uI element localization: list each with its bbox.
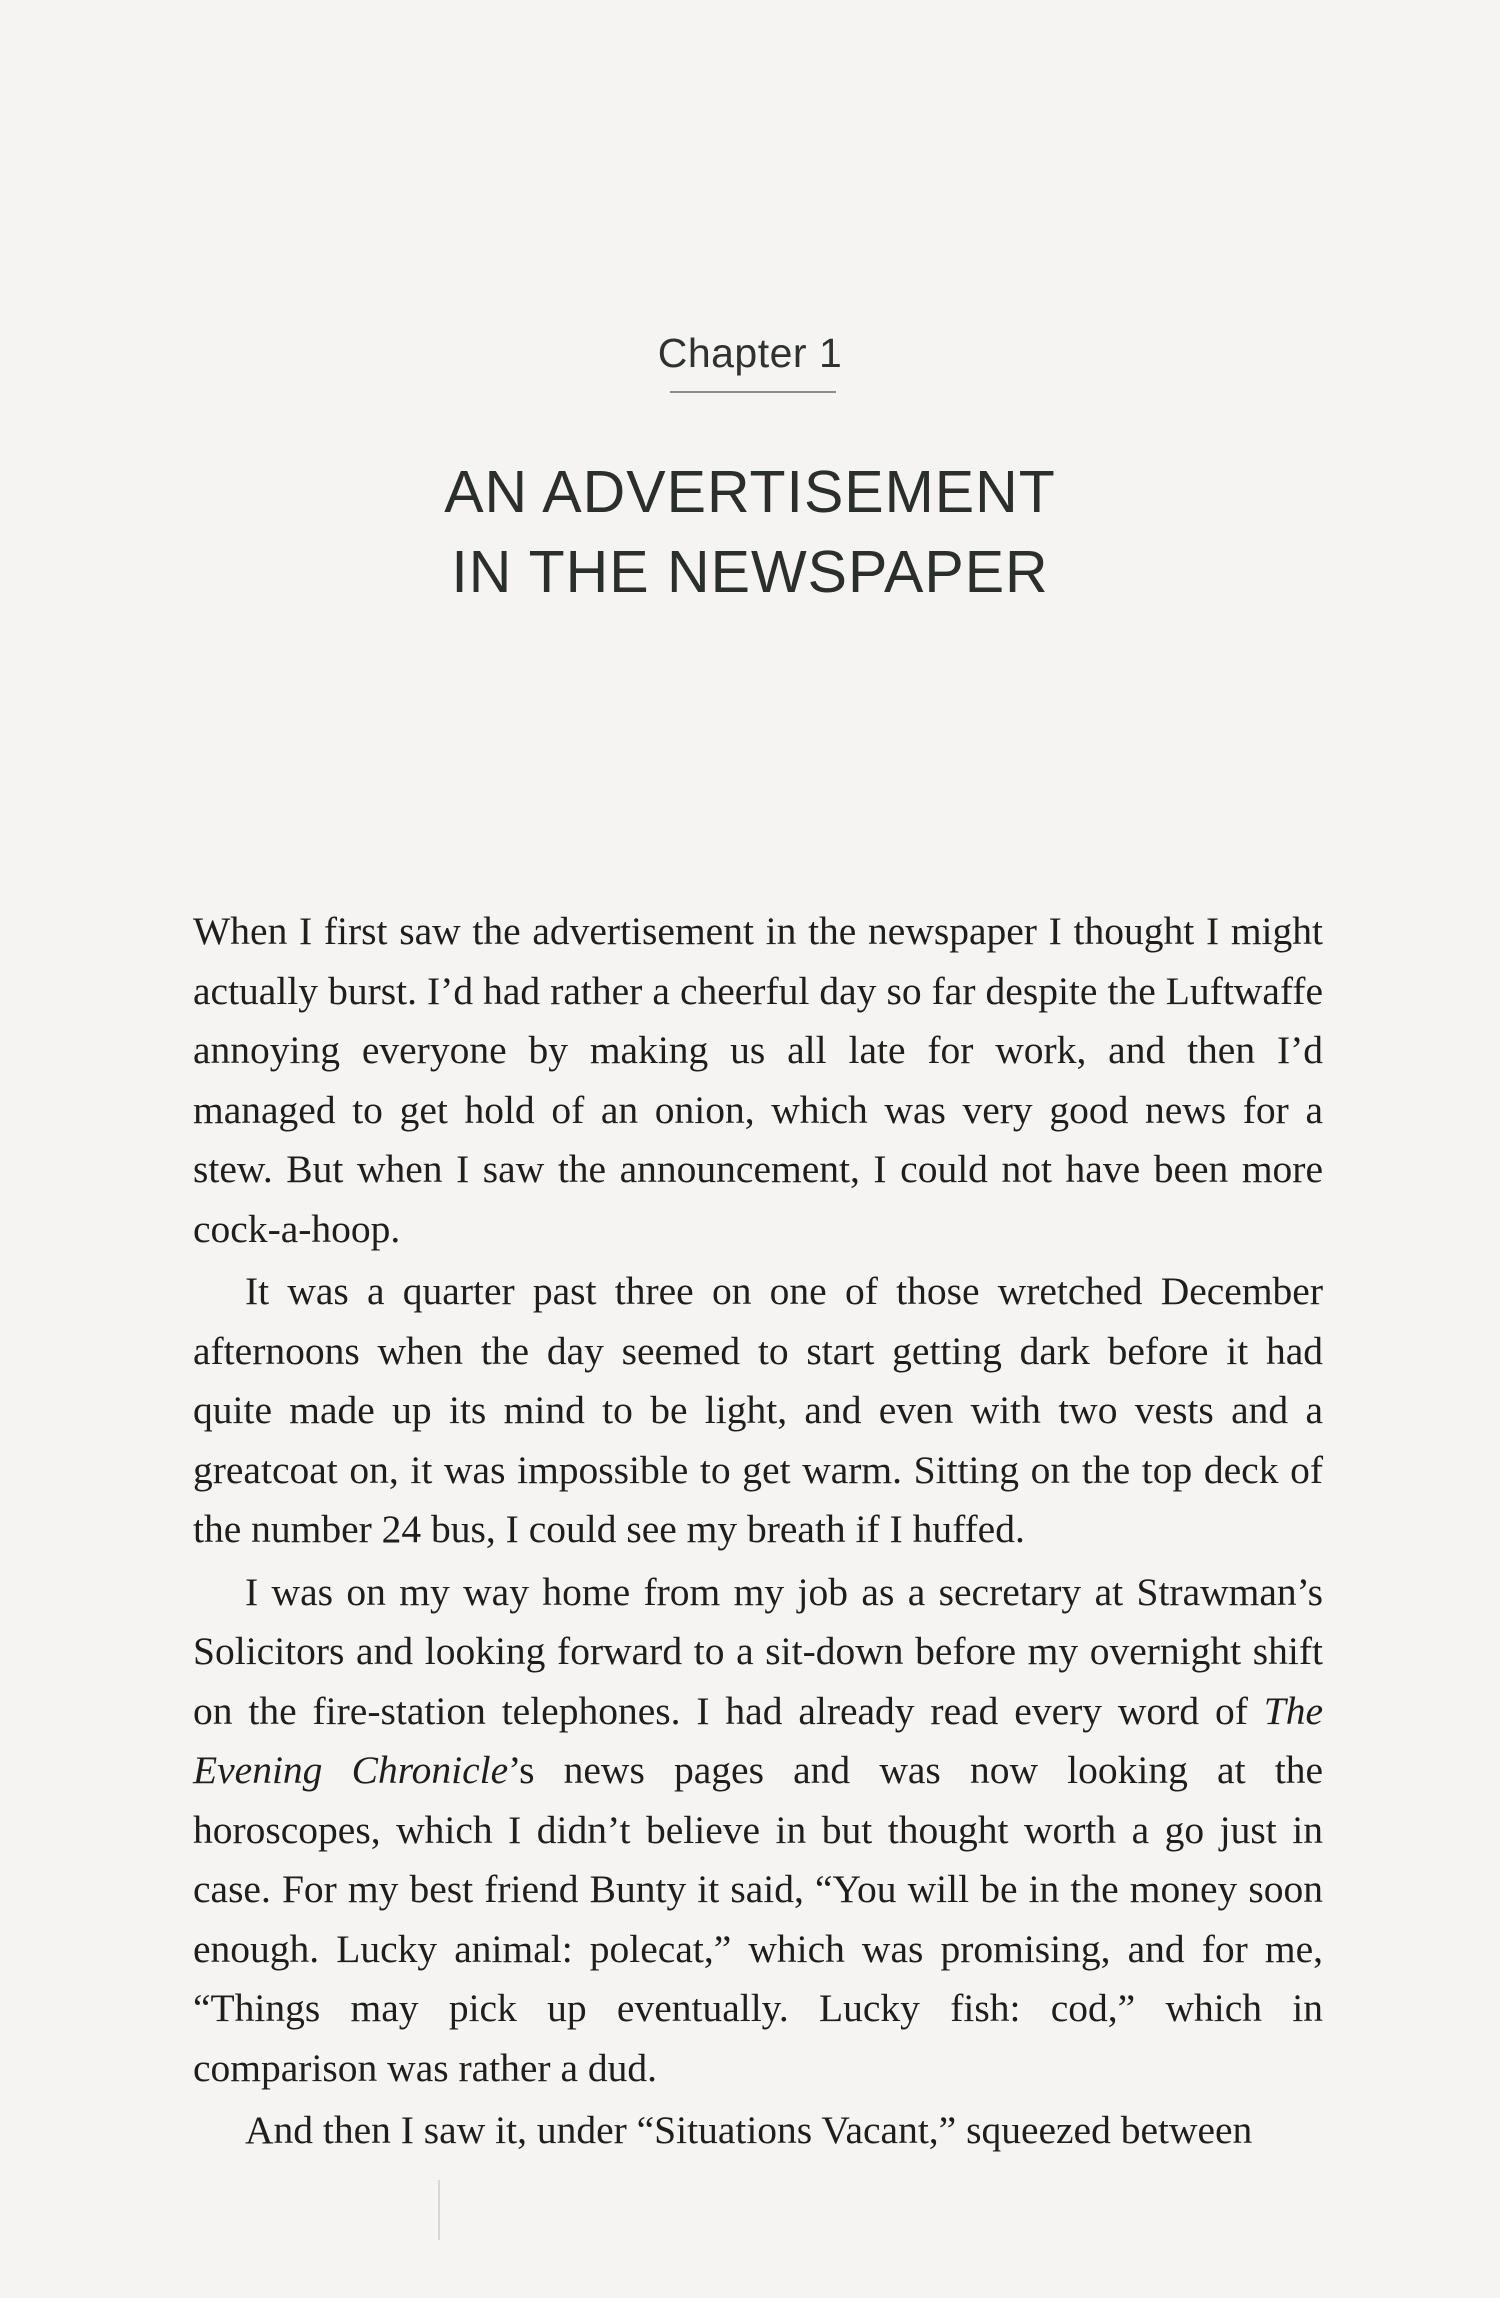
chapter-title <box>0 452 1500 612</box>
paragraph-1: When I first saw the advertisement in the newspaper I thought I might actually burst. I’d had rather a cheerful day so far despite the Luftwaffe annoying everyone by making us all late for work, and then I’d managed to get hold of an onion, which was very good news for a stew. But when I saw the announcement, I could not have been more cock-a-hoop. <box>193 909 1323 1251</box>
paragraph-4: And then I saw it, under “Situations Vacant,” squeezed between <box>245 2108 1253 2152</box>
paragraph-3 <box>193 1563 1323 2099</box>
chapter-body <box>193 902 1323 2161</box>
chapter-title-line-2: IN THE NEWSPAPER <box>451 539 1049 605</box>
chapter-label: Chapter 1 <box>657 330 843 376</box>
newspaper-title: The Evening Chronicle <box>193 1688 1323 1792</box>
scan-artifact-line <box>438 2180 440 2240</box>
paragraph-3-text-end: ’s news pages and was now looking at the horoscopes, which I didn’t believe in but thought worth a go just in case. For my best friend Bunty it said, “You will be in the money soon enough. Lucky animal: polecat,” which was promising, and for me, “Things may pick up eventually. Lucky fish: cod,” which in comparison was rather a dud. <box>193 1748 1323 2090</box>
chapter-title-line-1: AN ADVERTISEMENT <box>444 459 1056 525</box>
chapter-label-underline <box>670 391 836 393</box>
paragraph-2: It was a quarter past three on one of those wretched December afternoons when the day seemed to start getting dark before it had quite made up its mind to be light, and even with two vests and a greatcoat on, it was impossible to get warm. Sitting on the top deck of the number 24 bus, I could see my breath if I huffed. <box>193 1269 1323 1551</box>
paragraph-3-text-start: I was on my way home from my job as a secretary at Strawman’s Solicitors and looking forward to a sit-down before my overnight shift on the fire-station telephones. I had already read every word of <box>193 1569 1323 1733</box>
